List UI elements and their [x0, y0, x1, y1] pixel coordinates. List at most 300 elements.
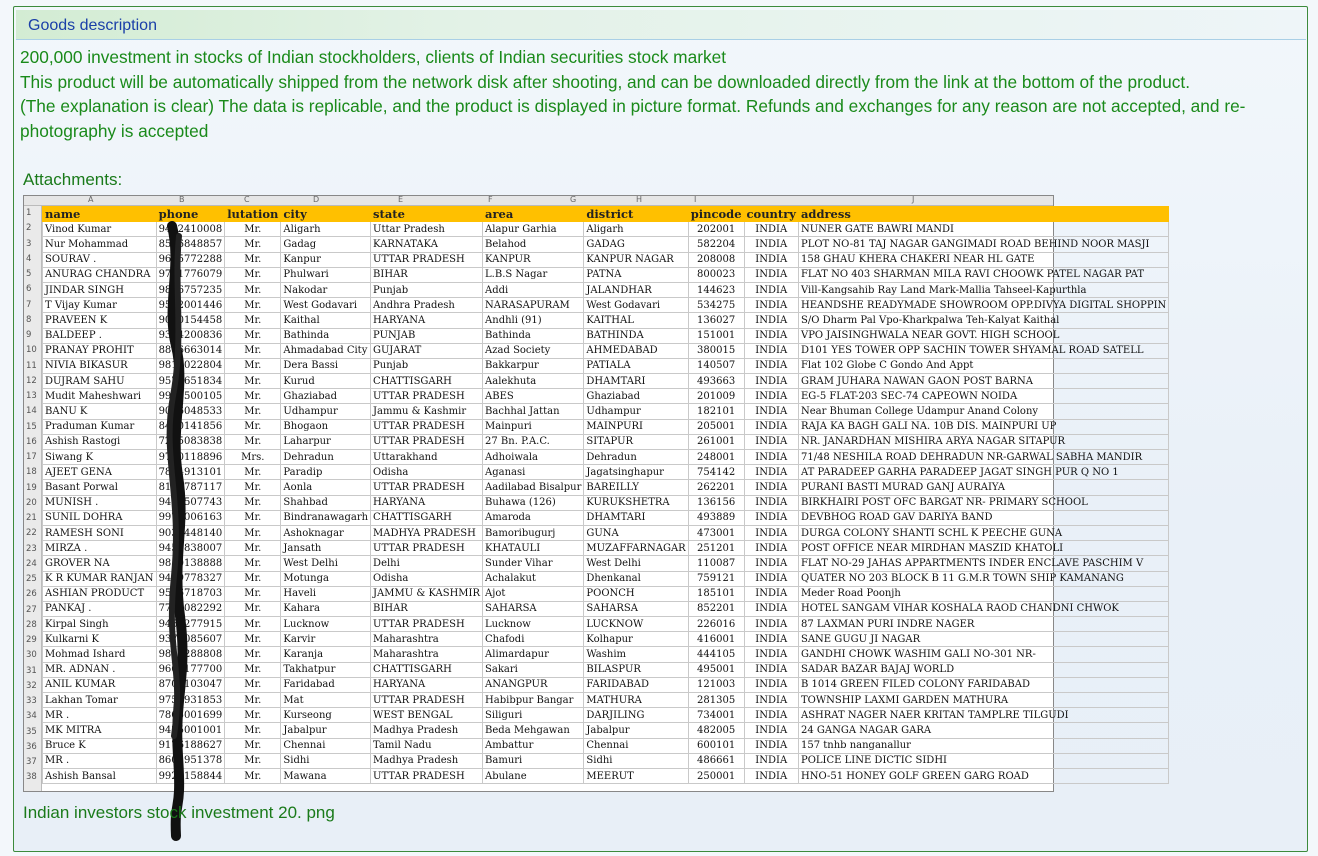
row-number: 20 — [26, 497, 37, 508]
table-cell: Punjab — [371, 358, 483, 373]
table-cell: Amaroda — [483, 510, 584, 525]
table-cell: Mr. — [225, 510, 281, 525]
table-cell: WEST BENGAL — [371, 708, 483, 723]
row-number: 34 — [26, 711, 37, 722]
table-cell: 7765082292 — [156, 601, 225, 616]
table-cell: Bathinda — [281, 328, 371, 343]
table-cell: GADAG — [584, 237, 688, 252]
table-cell: GROVER NA — [43, 556, 157, 571]
table-cell: INDIA — [744, 510, 798, 525]
table-cell: 9502001446 — [156, 298, 225, 313]
table-cell: 9452277915 — [156, 617, 225, 632]
table-cell: 9370085607 — [156, 632, 225, 647]
table-cell: Mr. — [225, 586, 281, 601]
table-cell: Ghaziabad — [281, 389, 371, 404]
row-number: 16 — [26, 436, 37, 447]
table-cell: UTTAR PRADESH — [371, 768, 483, 783]
table-cell: 852201 — [688, 601, 744, 616]
table-cell: FARIDABAD — [584, 677, 688, 692]
table-cell: 251201 — [688, 541, 744, 556]
table-cell: Sunder Vihar — [483, 556, 584, 571]
table-cell: Udhampur — [584, 404, 688, 419]
row-number: 15 — [26, 421, 37, 432]
table-cell: NR. JANARDHAN MISHIRA ARYA NAGAR SITAPUR — [798, 434, 1168, 449]
table-cell: 9759931853 — [156, 693, 225, 708]
table-cell: BIHAR — [371, 601, 483, 616]
table-cell: 416001 — [688, 632, 744, 647]
table-cell: SADAR BAZAR BAJAJ WORLD — [798, 662, 1168, 677]
table-cell: 157 tnhb nanganallur — [798, 738, 1168, 753]
row-number: 38 — [26, 772, 37, 783]
table-cell: 486661 — [688, 753, 744, 768]
table-cell: Mr. — [225, 677, 281, 692]
table-cell: Kolhapur — [584, 632, 688, 647]
col-letter: J — [912, 195, 915, 204]
table-cell: INDIA — [744, 358, 798, 373]
table-cell: Mr. — [225, 419, 281, 434]
table-cell: PATNA — [584, 267, 688, 282]
table-cell: POLICE LINE DICTIC SIDHI — [798, 753, 1168, 768]
table-cell: 8546848857 — [156, 237, 225, 252]
table-cell: 208008 — [688, 252, 744, 267]
table-cell: Azad Society — [483, 343, 584, 358]
table-cell: INDIA — [744, 525, 798, 540]
table-cell: 250001 — [688, 768, 744, 783]
table-cell: INDIA — [744, 753, 798, 768]
row-number: 19 — [26, 482, 37, 493]
table-cell: KANPUR NAGAR — [584, 252, 688, 267]
table-cell: 151001 — [688, 328, 744, 343]
table-cell: Aalekhuta — [483, 374, 584, 389]
section-header — [16, 10, 1306, 40]
col-letter: B — [179, 195, 185, 204]
table-cell: INDIA — [744, 237, 798, 252]
table-cell: Mrs. — [225, 450, 281, 465]
header-cell: district — [584, 207, 688, 222]
table-cell: INDIA — [744, 556, 798, 571]
header-cell: phone — [156, 207, 225, 222]
table-cell: BATHINDA — [584, 328, 688, 343]
table-cell: L.B.S Nagar — [483, 267, 584, 282]
table-cell: Takhatpur — [281, 662, 371, 677]
table-cell: UTTAR PRADESH — [371, 693, 483, 708]
table-cell: Odisha — [371, 571, 483, 586]
table-cell: 734001 — [688, 708, 744, 723]
table-cell: Uttar Pradesh — [371, 222, 483, 237]
table-cell: Bhogaon — [281, 419, 371, 434]
header-cell: area — [483, 207, 584, 222]
table-cell: Mr. — [225, 313, 281, 328]
table-cell: ABES — [483, 389, 584, 404]
table-cell: MIRZA . — [43, 541, 157, 556]
table-cell: EG-5 FLAT-203 SEC-74 CAPEOWN NOIDA — [798, 389, 1168, 404]
table-cell: Uttarakhand — [371, 450, 483, 465]
table-cell: Nakodar — [281, 282, 371, 297]
table-cell: INDIA — [744, 617, 798, 632]
table-cell: West Godavari — [281, 298, 371, 313]
table-cell: 8171787117 — [156, 480, 225, 495]
table-cell: Bachhal Jattan — [483, 404, 584, 419]
table-cell: Faridabad — [281, 677, 371, 692]
table-cell: 262201 — [688, 480, 744, 495]
table-cell: Maharashtra — [371, 647, 483, 662]
table-cell: MUNISH . — [43, 495, 157, 510]
table-cell: Mat — [281, 693, 371, 708]
row-number: 9 — [26, 330, 32, 340]
table-cell: Kaithal — [281, 313, 371, 328]
table-cell: Kurud — [281, 374, 371, 389]
table-cell: Abulane — [483, 768, 584, 783]
table-cell: Chafodi — [483, 632, 584, 647]
table-cell: MATHURA — [584, 693, 688, 708]
table-cell: Mr. — [225, 389, 281, 404]
table-cell: UTTAR PRADESH — [371, 252, 483, 267]
col-letter: C — [244, 195, 250, 204]
table-cell: MEERUT — [584, 768, 688, 783]
table-cell: POONCH — [584, 586, 688, 601]
row-number: 2 — [26, 223, 32, 234]
table-cell: Beda Mehgawan — [483, 723, 584, 738]
table-cell: Buhawa (126) — [483, 495, 584, 510]
table-cell: Near Bhuman College Udampur Anand Colony — [798, 404, 1168, 419]
table-cell: 582204 — [688, 237, 744, 252]
table-cell: 202001 — [688, 222, 744, 237]
table-cell: T Vijay Kumar — [43, 298, 157, 313]
table-cell: Ghaziabad — [584, 389, 688, 404]
table-cell: 9176188627 — [156, 738, 225, 753]
table-cell: Mr. — [225, 358, 281, 373]
table-cell: INDIA — [744, 404, 798, 419]
table-cell: KAITHAL — [584, 313, 688, 328]
table-cell: NUNER GATE BAWRI MANDI — [798, 222, 1168, 237]
table-cell: INDIA — [744, 389, 798, 404]
table-cell: 261001 — [688, 434, 744, 449]
table-cell: 201009 — [688, 389, 744, 404]
table-cell: AT PARADEEP GARHA PARADEEP JAGAT SINGH PUR Q NO 1 — [798, 465, 1168, 480]
table-cell: Mr. — [225, 708, 281, 723]
row-number: 5 — [26, 269, 32, 279]
table-cell: Ambattur — [483, 738, 584, 753]
table-cell: Jammu & Kashmir — [371, 404, 483, 419]
table-cell: PURANI BASTI MURAD GANJ AURAIYA — [798, 480, 1168, 495]
table-cell: 185101 — [688, 586, 744, 601]
table-cell: 9816022804 — [156, 358, 225, 373]
table-cell: 800023 — [688, 267, 744, 282]
description-line-1: 200,000 investment in stocks of Indian stockholders, clients of Indian securities stock market — [20, 47, 726, 67]
table-cell: DEVBHOG ROAD GAV DARIYA BAND — [798, 510, 1168, 525]
table-cell: Lucknow — [281, 617, 371, 632]
table-cell: KANPUR — [483, 252, 584, 267]
table-cell: 7275083838 — [156, 434, 225, 449]
table-cell: 121003 — [688, 677, 744, 692]
table-cell: INDIA — [744, 632, 798, 647]
row-number: 29 — [26, 635, 37, 645]
table-cell: Motunga — [281, 571, 371, 586]
table-cell: PRANAY PROHIT — [43, 343, 157, 358]
table-cell: AHMEDABAD — [584, 343, 688, 358]
table-cell: MAINPURI — [584, 419, 688, 434]
row-number: 32 — [26, 680, 37, 691]
table-cell: UTTAR PRADESH — [371, 617, 483, 632]
table-cell: Mr. — [225, 556, 281, 571]
table-cell: Aadilabad Bisalpur — [483, 480, 584, 495]
table-cell: Addi — [483, 282, 584, 297]
table-cell: 24 GANGA NAGAR GARA — [798, 723, 1168, 738]
row-number: 3 — [26, 238, 32, 249]
table-cell: QUATER NO 203 BLOCK B 11 G.M.R TOWN SHIP KAMANANG — [798, 571, 1168, 586]
table-cell: 482005 — [688, 723, 744, 738]
table-cell: Alimardapur — [483, 647, 584, 662]
table-cell: Mr. — [225, 282, 281, 297]
col-letter: E — [398, 195, 404, 204]
table-cell: Ahmadabad City — [281, 343, 371, 358]
attachment-image[interactable] — [23, 195, 1167, 792]
table-cell: Mr. — [225, 495, 281, 510]
table-cell: INDIA — [744, 328, 798, 343]
table-cell: Dehradun — [584, 450, 688, 465]
table-cell: Siliguri — [483, 708, 584, 723]
table-cell: MR . — [43, 753, 157, 768]
table-cell: Mr. — [225, 723, 281, 738]
table-cell: INDIA — [744, 282, 798, 297]
table-cell: SAHARSA — [483, 601, 584, 616]
table-cell: BIHAR — [371, 267, 483, 282]
table-cell: Ajot — [483, 586, 584, 601]
redaction-scribble — [24, 196, 1053, 791]
row-number: 14 — [26, 406, 37, 417]
row-number: 13 — [26, 391, 37, 401]
table-cell: INDIA — [744, 419, 798, 434]
table-cell: MR. ADNAN . — [43, 662, 157, 677]
table-cell: Mr. — [225, 738, 281, 753]
table-cell: BAREILLY — [584, 480, 688, 495]
table-cell: 9971500105 — [156, 389, 225, 404]
table-cell: INDIA — [744, 708, 798, 723]
table-cell: UTTAR PRADESH — [371, 389, 483, 404]
table-cell: 380015 — [688, 343, 744, 358]
header-cell: country — [744, 207, 798, 222]
table-cell: Basant Porwal — [43, 480, 157, 495]
table-cell: INDIA — [744, 601, 798, 616]
table-cell: 9810138888 — [156, 556, 225, 571]
table-cell: 8602951378 — [156, 753, 225, 768]
table-cell: Aganasi — [483, 465, 584, 480]
table-cell: Vinod Kumar — [43, 222, 157, 237]
row-number: 7 — [26, 299, 32, 310]
table-cell: Karvir — [281, 632, 371, 647]
row-number: 18 — [26, 467, 37, 478]
table-cell: RAJA KA BAGH GALI NA. 10B DIS. MAINPURI UP — [798, 419, 1168, 434]
table-cell: Adhoiwala — [483, 450, 584, 465]
table-cell: FLAT NO 403 SHARMAN MILA RAVI CHOOWK PATEL NAGAR PAT — [798, 267, 1168, 282]
table-cell: Bindranawagarh — [281, 510, 371, 525]
table-cell: Mr. — [225, 601, 281, 616]
table-cell: Mr. — [225, 525, 281, 540]
table-cell: INDIA — [744, 450, 798, 465]
row-number: 12 — [26, 375, 37, 386]
table-cell: Delhi — [371, 556, 483, 571]
table-cell: Belahod — [483, 237, 584, 252]
header-cell: city — [281, 207, 371, 222]
table-cell: 87 LAXMAN PURI INDRE NAGER — [798, 617, 1168, 632]
table-cell: Paradip — [281, 465, 371, 480]
table-cell: Alapur Garhia — [483, 222, 584, 237]
table-cell: 27 Bn. P.A.C. — [483, 434, 584, 449]
table-cell: 9086048533 — [156, 404, 225, 419]
table-cell: Haveli — [281, 586, 371, 601]
table-cell: D101 YES TOWER OPP SACHIN TOWER SHYAMAL ROAD SATELL — [798, 343, 1168, 358]
table-cell: Washim — [584, 647, 688, 662]
table-cell: Mr. — [225, 541, 281, 556]
table-cell: HOTEL SANGAM VIHAR KOSHALA RAOD CHANDNI CHWOK — [798, 601, 1168, 616]
row-number: 26 — [26, 589, 37, 600]
table-cell: Mr. — [225, 328, 281, 343]
table-cell: Nur Mohammad — [43, 237, 157, 252]
table-cell: Siwang K — [43, 450, 157, 465]
table-cell: S/O Dharm Pal Vpo-Kharkpalwa Teh-Kalyat Kaithal — [798, 313, 1168, 328]
table-cell: 8700103047 — [156, 677, 225, 692]
table-cell: Mr. — [225, 404, 281, 419]
row-number: 33 — [26, 696, 37, 706]
table-cell: Mainpuri — [483, 419, 584, 434]
table-cell: Sakari — [483, 662, 584, 677]
table-cell: Dehradun — [281, 450, 371, 465]
table-cell: Mr. — [225, 617, 281, 632]
table-cell: Tamil Nadu — [371, 738, 483, 753]
table-cell: 9927158844 — [156, 768, 225, 783]
table-cell: 248001 — [688, 450, 744, 465]
table-cell: 600101 — [688, 738, 744, 753]
table-cell: SAHARSA — [584, 601, 688, 616]
table-cell: MADHYA PRADESH — [371, 525, 483, 540]
table-cell: Mr. — [225, 343, 281, 358]
row-number: 10 — [26, 345, 37, 356]
row-number: 35 — [26, 726, 37, 737]
table-cell: JAMMU & KASHMIR — [371, 586, 483, 601]
table-cell: SUNIL DOHRA — [43, 510, 157, 525]
table-cell: Mr. — [225, 267, 281, 282]
table-cell: Maharashtra — [371, 632, 483, 647]
table-cell: SOURAV . — [43, 252, 157, 267]
table-cell: Jabalpur — [281, 723, 371, 738]
table-cell: ANURAG CHANDRA — [43, 267, 157, 282]
col-letter: I — [694, 195, 697, 204]
row-number: 1 — [26, 208, 32, 218]
row-number: 31 — [26, 665, 37, 676]
table-cell: DHAMTARI — [584, 374, 688, 389]
table-cell: INDIA — [744, 738, 798, 753]
description-text — [20, 45, 1290, 143]
table-cell: INDIA — [744, 343, 798, 358]
table-cell: Bakkarpur — [483, 358, 584, 373]
table-cell: INDIA — [744, 374, 798, 389]
table-cell: INDIA — [744, 723, 798, 738]
row-number: 22 — [26, 528, 37, 539]
table-cell: TOWNSHIP LAXMI GARDEN MATHURA — [798, 693, 1168, 708]
table-cell: 226016 — [688, 617, 744, 632]
table-cell: GUNA — [584, 525, 688, 540]
table-cell: SITAPUR — [584, 434, 688, 449]
row-number: 24 — [26, 558, 37, 569]
table-cell: UTTAR PRADESH — [371, 419, 483, 434]
header-cell: lutation — [225, 207, 281, 222]
table-cell: PATIALA — [584, 358, 688, 373]
row-number: 17 — [26, 452, 37, 462]
table-cell: 493889 — [688, 510, 744, 525]
table-cell: Bathinda — [483, 328, 584, 343]
table-cell: INDIA — [744, 693, 798, 708]
table-cell: Chennai — [584, 738, 688, 753]
table-cell: Mr. — [225, 252, 281, 267]
table-cell: 158 GHAU KHERA CHAKERI NEAR HL GATE — [798, 252, 1168, 267]
table-cell: West Delhi — [584, 556, 688, 571]
col-letter: D — [313, 195, 320, 204]
table-cell: Bamuri — [483, 753, 584, 768]
table-cell: INDIA — [744, 298, 798, 313]
table-cell: MUZAFFARNAGAR — [584, 541, 688, 556]
table-cell: 9596718703 — [156, 586, 225, 601]
table-cell: KURUKSHETRA — [584, 495, 688, 510]
table-cell: Jabalpur — [584, 723, 688, 738]
attachments-label: Attachments: — [23, 170, 123, 189]
table-cell: Mr. — [225, 768, 281, 783]
table-cell: HARYANA — [371, 677, 483, 692]
table-cell: Mohmad Ishard — [43, 647, 157, 662]
attachment-caption: Indian investors stock investment 20. png — [23, 803, 335, 822]
table-cell: Chennai — [281, 738, 371, 753]
table-cell: BALDEEP . — [43, 328, 157, 343]
table-cell: MK MITRA — [43, 723, 157, 738]
table-cell: Mr. — [225, 237, 281, 252]
table-cell: 9405507743 — [156, 495, 225, 510]
table-cell: RAMESH SONI — [43, 525, 157, 540]
table-cell: 9977006163 — [156, 510, 225, 525]
row-number: 36 — [26, 741, 37, 752]
table-cell: DURGA COLONY SHANTI SCHL K PEECHE GUNA — [798, 525, 1168, 540]
table-cell: 136027 — [688, 313, 744, 328]
table-cell: Punjab — [371, 282, 483, 297]
table-cell: ASHIAN PRODUCT — [43, 586, 157, 601]
table-cell: HARYANA — [371, 495, 483, 510]
table-cell: DHAMTARI — [584, 510, 688, 525]
table-cell: Gadag — [281, 237, 371, 252]
table-cell: Mr. — [225, 222, 281, 237]
col-letter: F — [488, 195, 493, 204]
table-cell: Kurseong — [281, 708, 371, 723]
table-cell: Mr. — [225, 571, 281, 586]
table-cell: 9364200836 — [156, 328, 225, 343]
table-cell: Karanja — [281, 647, 371, 662]
table-cell: Odisha — [371, 465, 483, 480]
table-cell: INDIA — [744, 768, 798, 783]
table-cell: 754142 — [688, 465, 744, 480]
table-cell: FLAT NO-29 JAHAS APPARTMENTS INDER ENCLAVE PASCHIM V — [798, 556, 1168, 571]
table-cell: MR . — [43, 708, 157, 723]
table-cell: 9050154458 — [156, 313, 225, 328]
table-cell: 493663 — [688, 374, 744, 389]
table-cell: 9669177700 — [156, 662, 225, 677]
table-cell: K R KUMAR RANJAN — [43, 571, 157, 586]
table-cell: 8866663014 — [156, 343, 225, 358]
table-cell: 9822288808 — [156, 647, 225, 662]
table-cell: INDIA — [744, 252, 798, 267]
table-cell: INDIA — [744, 495, 798, 510]
table-cell: PUNJAB — [371, 328, 483, 343]
table-cell: 495001 — [688, 662, 744, 677]
table-cell: BIRKHAIRI POST OFC BARGAT NR- PRIMARY SCHOOL — [798, 495, 1168, 510]
table-cell: ANANGPUR — [483, 677, 584, 692]
table-cell: Kulkarni K — [43, 632, 157, 647]
